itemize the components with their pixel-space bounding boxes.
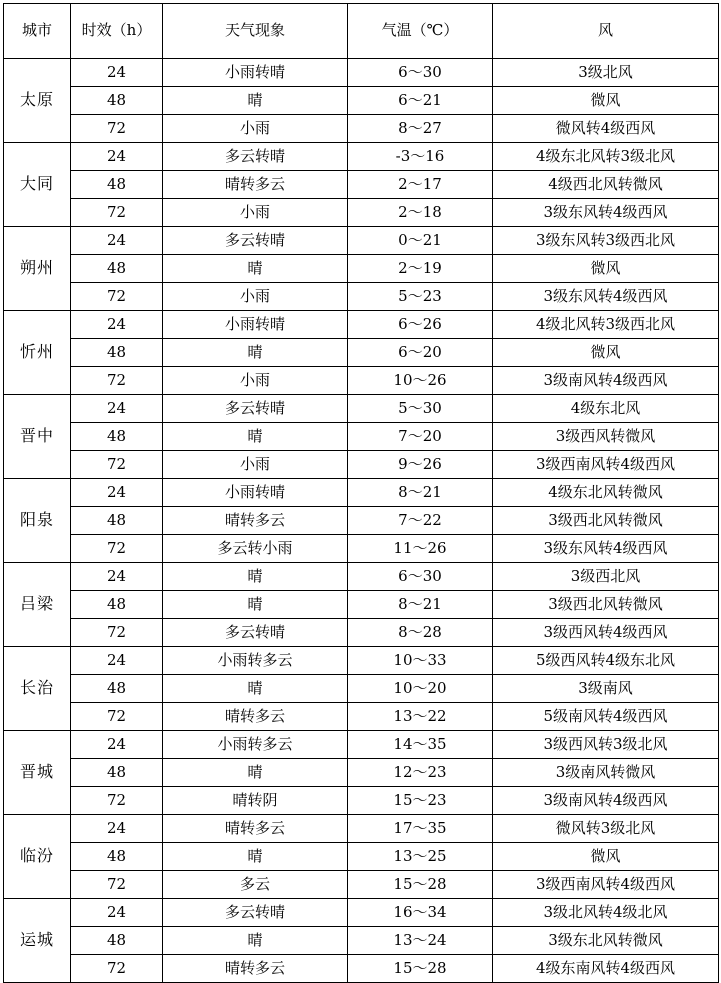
temperature-cell: 6～20 — [348, 339, 493, 367]
hours-cell: 72 — [71, 367, 163, 395]
hours-cell: 48 — [71, 171, 163, 199]
weather-cell: 多云转小雨 — [163, 535, 348, 563]
wind-cell: 3级西北风转微风 — [493, 591, 719, 619]
weather-cell: 晴 — [163, 843, 348, 871]
hours-cell: 48 — [71, 591, 163, 619]
table-row — [4, 199, 719, 227]
table-body — [4, 59, 719, 983]
temperature-cell: 13～24 — [348, 927, 493, 955]
table-row — [4, 787, 719, 815]
table-row — [4, 339, 719, 367]
table-row — [4, 227, 719, 255]
wind-cell: 3级西风转3级北风 — [493, 731, 719, 759]
weather-cell: 小雨转晴 — [163, 59, 348, 87]
temperature-cell: 2～17 — [348, 171, 493, 199]
weather-cell: 多云 — [163, 871, 348, 899]
temperature-cell: 10～33 — [348, 647, 493, 675]
city-name-cell: 长治 — [4, 647, 71, 731]
header-hours: 时效（h） — [71, 4, 163, 59]
weather-cell: 晴转多云 — [163, 507, 348, 535]
hours-cell: 72 — [71, 787, 163, 815]
wind-cell: 3级东风转4级西风 — [493, 283, 719, 311]
weather-cell: 晴 — [163, 255, 348, 283]
weather-cell: 晴 — [163, 927, 348, 955]
weather-cell: 晴 — [163, 563, 348, 591]
wind-cell: 3级西南风转4级西风 — [493, 871, 719, 899]
wind-cell: 3级东北风转微风 — [493, 927, 719, 955]
city-name-cell: 朔州 — [4, 227, 71, 311]
weather-cell: 小雨 — [163, 283, 348, 311]
hours-cell: 48 — [71, 339, 163, 367]
temperature-cell: 12～23 — [348, 759, 493, 787]
temperature-cell: 10～20 — [348, 675, 493, 703]
wind-cell: 微风 — [493, 255, 719, 283]
table-row — [4, 675, 719, 703]
hours-cell: 24 — [71, 143, 163, 171]
weather-cell: 多云转晴 — [163, 899, 348, 927]
hours-cell: 72 — [71, 535, 163, 563]
temperature-cell: 15～28 — [348, 955, 493, 983]
weather-cell: 晴转多云 — [163, 703, 348, 731]
table-row — [4, 843, 719, 871]
hours-cell: 72 — [71, 283, 163, 311]
wind-cell: 微风 — [493, 843, 719, 871]
wind-cell: 微风 — [493, 87, 719, 115]
temperature-cell: 5～23 — [348, 283, 493, 311]
weather-cell: 小雨 — [163, 451, 348, 479]
hours-cell: 24 — [71, 395, 163, 423]
temperature-cell: 8～21 — [348, 479, 493, 507]
temperature-cell: 10～26 — [348, 367, 493, 395]
hours-cell: 24 — [71, 311, 163, 339]
table-row — [4, 87, 719, 115]
weather-cell: 晴转多云 — [163, 815, 348, 843]
table-row — [4, 423, 719, 451]
table-row — [4, 759, 719, 787]
wind-cell: 3级南风转4级西风 — [493, 787, 719, 815]
weather-cell: 晴转多云 — [163, 171, 348, 199]
table-row — [4, 899, 719, 927]
weather-cell: 小雨 — [163, 115, 348, 143]
table-row — [4, 255, 719, 283]
temperature-cell: -3～16 — [348, 143, 493, 171]
hours-cell: 48 — [71, 675, 163, 703]
temperature-cell: 8～21 — [348, 591, 493, 619]
weather-cell: 小雨转多云 — [163, 647, 348, 675]
city-name-cell: 忻州 — [4, 311, 71, 395]
hours-cell: 48 — [71, 927, 163, 955]
hours-cell: 72 — [71, 871, 163, 899]
city-name-cell: 运城 — [4, 899, 71, 983]
table-row — [4, 115, 719, 143]
wind-cell: 4级东北风转3级北风 — [493, 143, 719, 171]
weather-cell: 多云转晴 — [163, 143, 348, 171]
header-temperature: 气温（℃） — [348, 4, 493, 59]
table-row — [4, 815, 719, 843]
temperature-cell: 7～22 — [348, 507, 493, 535]
city-name-cell: 阳泉 — [4, 479, 71, 563]
weather-cell: 晴 — [163, 675, 348, 703]
header-weather: 天气现象 — [163, 4, 348, 59]
weather-cell: 晴转阴 — [163, 787, 348, 815]
weather-cell: 晴 — [163, 759, 348, 787]
city-name-cell: 吕梁 — [4, 563, 71, 647]
temperature-cell: 17～35 — [348, 815, 493, 843]
hours-cell: 72 — [71, 703, 163, 731]
hours-cell: 72 — [71, 199, 163, 227]
wind-cell: 3级东风转4级西风 — [493, 199, 719, 227]
temperature-cell: 13～25 — [348, 843, 493, 871]
table-row — [4, 507, 719, 535]
wind-cell: 3级西风转微风 — [493, 423, 719, 451]
hours-cell: 72 — [71, 619, 163, 647]
city-name-cell: 临汾 — [4, 815, 71, 899]
weather-cell: 小雨 — [163, 367, 348, 395]
wind-cell: 5级南风转4级西风 — [493, 703, 719, 731]
table-row — [4, 703, 719, 731]
wind-cell: 3级南风转微风 — [493, 759, 719, 787]
temperature-cell: 6～30 — [348, 563, 493, 591]
wind-cell: 3级北风转4级北风 — [493, 899, 719, 927]
hours-cell: 48 — [71, 843, 163, 871]
temperature-cell: 7～20 — [348, 423, 493, 451]
wind-cell: 3级北风 — [493, 59, 719, 87]
header-city: 城市 — [4, 4, 71, 59]
hours-cell: 24 — [71, 731, 163, 759]
weather-cell: 晴 — [163, 423, 348, 451]
hours-cell: 24 — [71, 563, 163, 591]
temperature-cell: 5～30 — [348, 395, 493, 423]
temperature-cell: 6～30 — [348, 59, 493, 87]
hours-cell: 72 — [71, 451, 163, 479]
wind-cell: 3级南风 — [493, 675, 719, 703]
hours-cell: 24 — [71, 899, 163, 927]
wind-cell: 4级东北风 — [493, 395, 719, 423]
hours-cell: 48 — [71, 759, 163, 787]
temperature-cell: 6～21 — [348, 87, 493, 115]
weather-cell: 小雨转多云 — [163, 731, 348, 759]
table-row — [4, 731, 719, 759]
table-row — [4, 591, 719, 619]
forecast-table — [3, 3, 719, 983]
weather-cell: 晴 — [163, 87, 348, 115]
hours-cell: 24 — [71, 815, 163, 843]
table-row — [4, 871, 719, 899]
weather-cell: 多云转晴 — [163, 395, 348, 423]
temperature-cell: 14～35 — [348, 731, 493, 759]
hours-cell: 48 — [71, 423, 163, 451]
table-row — [4, 395, 719, 423]
city-name-cell: 晋中 — [4, 395, 71, 479]
table-row — [4, 171, 719, 199]
wind-cell: 3级东风转4级西风 — [493, 535, 719, 563]
weather-cell: 多云转晴 — [163, 227, 348, 255]
hours-cell: 48 — [71, 507, 163, 535]
temperature-cell: 15～28 — [348, 871, 493, 899]
wind-cell: 微风 — [493, 339, 719, 367]
table-row — [4, 479, 719, 507]
city-name-cell: 太原 — [4, 59, 71, 143]
hours-cell: 24 — [71, 227, 163, 255]
wind-cell: 4级西北风转微风 — [493, 171, 719, 199]
table-row — [4, 563, 719, 591]
hours-cell: 72 — [71, 955, 163, 983]
table-row — [4, 311, 719, 339]
temperature-cell: 16～34 — [348, 899, 493, 927]
table-row — [4, 143, 719, 171]
table-row — [4, 647, 719, 675]
hours-cell: 24 — [71, 479, 163, 507]
hours-cell: 48 — [71, 255, 163, 283]
table-row — [4, 619, 719, 647]
table-header — [4, 4, 719, 59]
hours-cell: 48 — [71, 87, 163, 115]
wind-cell: 微风转4级西风 — [493, 115, 719, 143]
temperature-cell: 2～18 — [348, 199, 493, 227]
hours-cell: 24 — [71, 59, 163, 87]
temperature-cell: 0～21 — [348, 227, 493, 255]
weather-cell: 晴 — [163, 591, 348, 619]
weather-cell: 晴 — [163, 339, 348, 367]
wind-cell: 5级西风转4级东北风 — [493, 647, 719, 675]
temperature-cell: 8～27 — [348, 115, 493, 143]
city-name-cell: 晋城 — [4, 731, 71, 815]
header-wind: 风 — [493, 4, 719, 59]
weather-cell: 晴转多云 — [163, 955, 348, 983]
table-row — [4, 955, 719, 983]
wind-cell: 3级西风转4级西风 — [493, 619, 719, 647]
wind-cell: 3级西北风 — [493, 563, 719, 591]
table-row — [4, 451, 719, 479]
temperature-cell: 6～26 — [348, 311, 493, 339]
weather-cell: 多云转晴 — [163, 619, 348, 647]
temperature-cell: 11～26 — [348, 535, 493, 563]
wind-cell: 3级西南风转4级西风 — [493, 451, 719, 479]
temperature-cell: 9～26 — [348, 451, 493, 479]
weather-cell: 小雨 — [163, 199, 348, 227]
temperature-cell: 13～22 — [348, 703, 493, 731]
temperature-cell: 8～28 — [348, 619, 493, 647]
city-name-cell: 大同 — [4, 143, 71, 227]
weather-cell: 小雨转晴 — [163, 479, 348, 507]
hours-cell: 24 — [71, 647, 163, 675]
table-row — [4, 59, 719, 87]
table-row — [4, 283, 719, 311]
wind-cell: 3级西北风转微风 — [493, 507, 719, 535]
wind-cell: 4级东北风转微风 — [493, 479, 719, 507]
wind-cell: 4级北风转3级西北风 — [493, 311, 719, 339]
hours-cell: 72 — [71, 115, 163, 143]
wind-cell: 微风转3级北风 — [493, 815, 719, 843]
temperature-cell: 15～23 — [348, 787, 493, 815]
wind-cell: 4级东南风转4级西风 — [493, 955, 719, 983]
table-row — [4, 535, 719, 563]
table-row — [4, 927, 719, 955]
temperature-cell: 2～19 — [348, 255, 493, 283]
wind-cell: 3级东风转3级西北风 — [493, 227, 719, 255]
wind-cell: 3级南风转4级西风 — [493, 367, 719, 395]
weather-cell: 小雨转晴 — [163, 311, 348, 339]
table-row — [4, 367, 719, 395]
